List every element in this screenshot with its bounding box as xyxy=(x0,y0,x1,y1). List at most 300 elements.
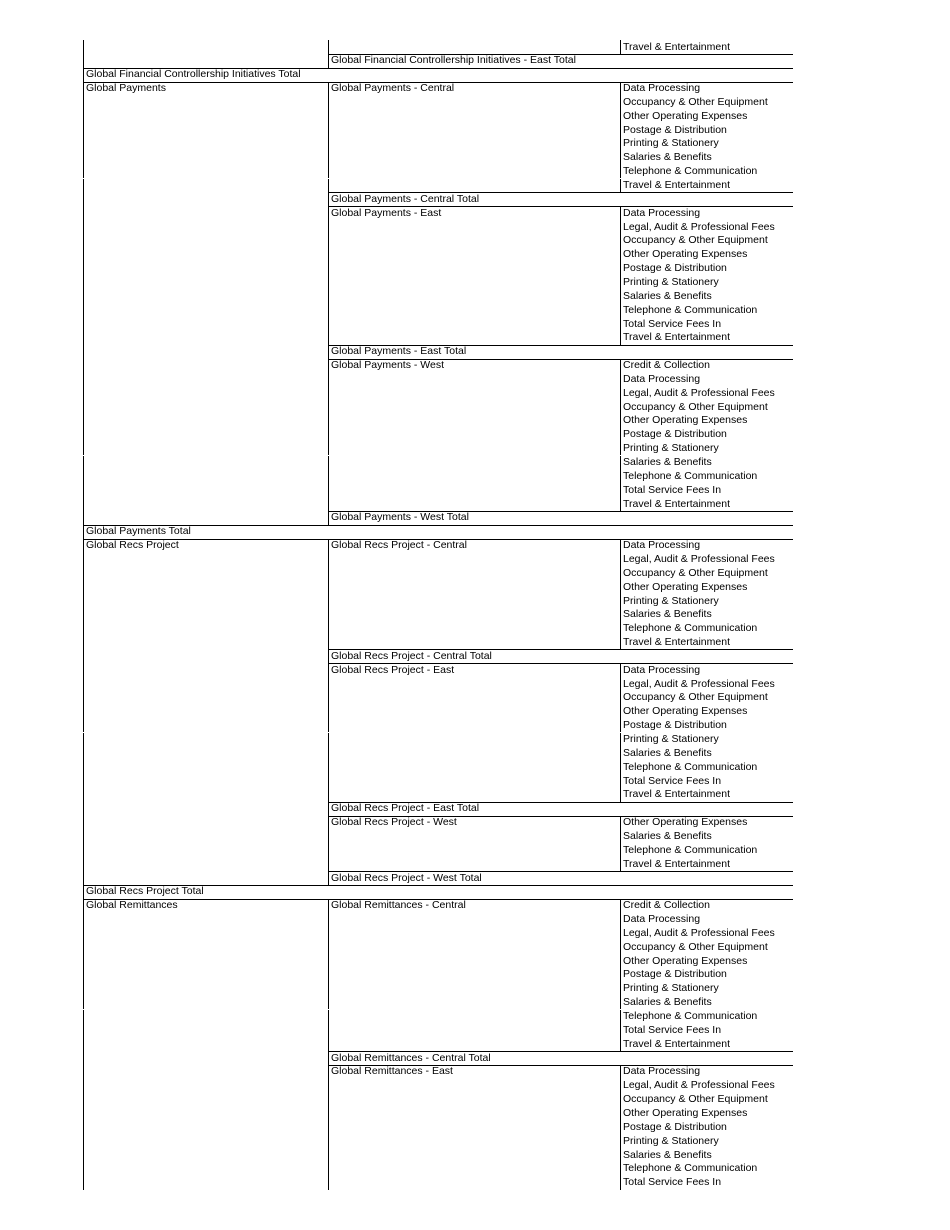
column-2-divider xyxy=(328,926,329,940)
expense-category: Printing & Stationery xyxy=(623,982,719,995)
column-2-divider xyxy=(328,275,329,289)
column-2-divider xyxy=(328,1023,329,1037)
expense-category: Printing & Stationery xyxy=(623,1134,719,1147)
expense-category: Legal, Audit & Professional Fees xyxy=(623,552,775,565)
column-1-divider xyxy=(83,456,84,470)
group-label: Global Remittances xyxy=(86,899,178,912)
column-3-divider xyxy=(620,414,621,428)
column-2-divider xyxy=(328,1148,329,1162)
column-1-divider xyxy=(83,206,84,220)
column-1-divider xyxy=(83,331,84,345)
expense-category: Printing & Stationery xyxy=(623,594,719,607)
expense-category: Travel & Entertainment xyxy=(623,788,730,801)
column-3-divider xyxy=(620,1162,621,1176)
expense-category: Other Operating Expenses xyxy=(623,705,748,718)
column-2-divider xyxy=(328,1037,329,1051)
subtotal-label: Global Recs Project - Central Total xyxy=(331,649,492,662)
column-2-divider xyxy=(328,788,329,802)
column-2-divider xyxy=(328,289,329,303)
expense-category: Legal, Audit & Professional Fees xyxy=(623,386,775,399)
column-3-divider xyxy=(620,1037,621,1051)
expense-category: Data Processing xyxy=(623,372,701,385)
subtotal-label: Global Payments - West Total xyxy=(331,511,469,524)
column-1-divider xyxy=(83,68,84,82)
column-1-divider xyxy=(83,636,84,650)
subgroup-label: Global Payments - Central xyxy=(331,82,455,95)
column-1-divider xyxy=(83,677,84,691)
column-1-divider xyxy=(83,1148,84,1162)
column-2-divider xyxy=(328,40,329,54)
column-3-divider xyxy=(620,691,621,705)
expense-category: Legal, Audit & Professional Fees xyxy=(623,677,775,690)
column-2-divider xyxy=(328,123,329,137)
expense-category: Legal, Audit & Professional Fees xyxy=(623,1079,775,1092)
expense-category: Salaries & Benefits xyxy=(623,996,712,1009)
column-1-divider xyxy=(83,262,84,276)
column-3-divider xyxy=(620,1065,621,1079)
column-3-divider xyxy=(620,982,621,996)
column-1-divider xyxy=(83,179,84,193)
grand-total-label: Global Recs Project Total xyxy=(86,885,204,898)
column-1-divider xyxy=(83,525,84,539)
column-3-divider xyxy=(620,317,621,331)
expense-category: Other Operating Expenses xyxy=(623,816,748,829)
column-1-divider xyxy=(83,137,84,151)
expense-category: Other Operating Expenses xyxy=(623,414,748,427)
column-2-divider xyxy=(328,372,329,386)
column-3-divider xyxy=(620,843,621,857)
column-1-divider xyxy=(83,691,84,705)
column-1-divider xyxy=(83,760,84,774)
column-1-divider xyxy=(83,511,84,525)
subgroup-label: Global Payments - West xyxy=(331,359,445,372)
column-2-divider xyxy=(328,857,329,871)
expense-category: Telephone & Communication xyxy=(623,303,758,316)
subgroup-label: Global Remittances - East xyxy=(331,1065,453,1078)
expense-category: Postage & Distribution xyxy=(623,123,727,136)
column-2-divider xyxy=(328,649,329,663)
expense-category: Travel & Entertainment xyxy=(623,179,730,191)
column-3-divider xyxy=(620,899,621,913)
expense-category: Postage & Distribution xyxy=(623,428,727,441)
expense-category: Data Processing xyxy=(623,913,701,926)
column-2-divider xyxy=(328,1010,329,1024)
column-3-divider xyxy=(620,1093,621,1107)
column-2-divider xyxy=(328,1120,329,1134)
column-3-divider xyxy=(620,552,621,566)
column-3-divider xyxy=(620,636,621,650)
column-2-divider xyxy=(328,899,329,913)
column-3-divider xyxy=(620,857,621,871)
column-2-divider xyxy=(328,220,329,234)
column-1-divider xyxy=(83,705,84,719)
column-3-divider xyxy=(620,262,621,276)
column-1-divider xyxy=(83,303,84,317)
expense-category: Occupancy & Other Equipment xyxy=(623,1093,768,1106)
column-1-divider xyxy=(83,54,84,68)
subtotal-label: Global Financial Controllership Initiatives - East Total xyxy=(331,54,576,67)
column-2-divider xyxy=(328,331,329,345)
column-3-divider xyxy=(620,248,621,262)
column-3-divider xyxy=(620,594,621,608)
column-2-divider xyxy=(328,913,329,927)
column-1-divider xyxy=(83,580,84,594)
expense-category: Printing & Stationery xyxy=(623,275,719,288)
column-2-divider xyxy=(328,636,329,650)
expense-category: Occupancy & Other Equipment xyxy=(623,566,768,579)
column-1-divider xyxy=(83,774,84,788)
subgroup-label: Global Recs Project - East xyxy=(331,663,455,676)
column-1-divider xyxy=(83,857,84,871)
column-2-divider xyxy=(328,1051,329,1065)
column-2-divider xyxy=(328,442,329,456)
column-1-divider xyxy=(83,192,84,206)
column-2-divider xyxy=(328,940,329,954)
column-3-divider xyxy=(620,151,621,165)
column-3-divider xyxy=(620,913,621,927)
column-1-divider xyxy=(83,996,84,1010)
column-3-divider xyxy=(620,746,621,760)
subtotal-label: Global Payments - East Total xyxy=(331,345,467,358)
column-3-divider xyxy=(620,1023,621,1037)
column-1-divider xyxy=(83,802,84,816)
expense-category: Travel & Entertainment xyxy=(623,40,730,53)
column-3-divider xyxy=(620,95,621,109)
column-1-divider xyxy=(83,1010,84,1024)
column-3-divider xyxy=(620,165,621,179)
column-1-divider xyxy=(83,1093,84,1107)
column-2-divider xyxy=(328,192,329,206)
column-3-divider xyxy=(620,82,621,96)
subtotal-label: Global Recs Project - West Total xyxy=(331,871,482,884)
column-2-divider xyxy=(328,622,329,636)
column-1-divider xyxy=(83,400,84,414)
column-1-divider xyxy=(83,663,84,677)
column-3-divider xyxy=(620,622,621,636)
column-2-divider xyxy=(328,774,329,788)
column-2-divider xyxy=(328,400,329,414)
column-2-divider xyxy=(328,982,329,996)
column-1-divider xyxy=(83,649,84,663)
subtotal-label: Global Recs Project - East Total xyxy=(331,802,480,815)
expense-category: Salaries & Benefits xyxy=(623,151,712,164)
column-3-divider xyxy=(620,816,621,830)
column-2-divider xyxy=(328,580,329,594)
column-3-divider xyxy=(620,580,621,594)
column-2-divider xyxy=(328,303,329,317)
expense-category: Postage & Distribution xyxy=(623,719,727,732)
column-1-divider xyxy=(83,386,84,400)
column-2-divider xyxy=(328,165,329,179)
expense-category: Salaries & Benefits xyxy=(623,456,712,468)
column-2-divider xyxy=(328,428,329,442)
expense-category: Telephone & Communication xyxy=(623,843,758,856)
expense-category: Legal, Audit & Professional Fees xyxy=(623,220,775,233)
expense-category: Salaries & Benefits xyxy=(623,746,712,759)
expense-category: Postage & Distribution xyxy=(623,1120,727,1133)
expense-category: Salaries & Benefits xyxy=(623,1148,712,1161)
column-1-divider xyxy=(83,151,84,165)
expense-category: Credit & Collection xyxy=(623,359,710,372)
subgroup-label: Global Recs Project - West xyxy=(331,816,457,829)
column-3-divider xyxy=(620,940,621,954)
column-2-divider xyxy=(328,816,329,830)
column-3-divider xyxy=(620,1120,621,1134)
column-1-divider xyxy=(83,248,84,262)
expense-category: Travel & Entertainment xyxy=(623,497,730,510)
column-2-divider xyxy=(328,746,329,760)
expense-category: Other Operating Expenses xyxy=(623,1106,748,1119)
column-1-divider xyxy=(83,982,84,996)
column-3-divider xyxy=(620,359,621,373)
expense-category: Salaries & Benefits xyxy=(623,829,712,842)
column-3-divider xyxy=(620,788,621,802)
expense-category: Occupancy & Other Equipment xyxy=(623,940,768,953)
grand-total-label: Global Financial Controllership Initiatives Total xyxy=(86,68,301,81)
column-1-divider xyxy=(83,289,84,303)
column-2-divider xyxy=(328,206,329,220)
column-3-divider xyxy=(620,442,621,456)
expense-category: Salaries & Benefits xyxy=(623,608,712,621)
column-2-divider xyxy=(328,234,329,248)
expense-category: Travel & Entertainment xyxy=(623,331,730,344)
column-3-divider xyxy=(620,539,621,553)
column-1-divider xyxy=(83,428,84,442)
expense-category: Other Operating Expenses xyxy=(623,109,748,122)
column-2-divider xyxy=(328,733,329,747)
column-3-divider xyxy=(620,331,621,345)
column-1-divider xyxy=(83,899,84,913)
column-1-divider xyxy=(83,1176,84,1190)
expense-category: Credit & Collection xyxy=(623,899,710,912)
column-2-divider xyxy=(328,137,329,151)
group-label: Global Recs Project xyxy=(86,539,179,552)
expense-category: Data Processing xyxy=(623,539,701,552)
column-1-divider xyxy=(83,733,84,747)
column-1-divider xyxy=(83,566,84,580)
column-2-divider xyxy=(328,54,329,68)
column-2-divider xyxy=(328,1106,329,1120)
column-1-divider xyxy=(83,594,84,608)
column-1-divider xyxy=(83,469,84,483)
column-2-divider xyxy=(328,1134,329,1148)
column-2-divider xyxy=(328,719,329,733)
column-2-divider xyxy=(328,691,329,705)
subtotal-label: Global Payments - Central Total xyxy=(331,192,480,205)
column-1-divider xyxy=(83,414,84,428)
expense-category: Other Operating Expenses xyxy=(623,248,748,261)
expense-category: Telephone & Communication xyxy=(623,760,758,773)
column-3-divider xyxy=(620,733,621,747)
column-3-divider xyxy=(620,1079,621,1093)
column-2-divider xyxy=(328,483,329,497)
column-2-divider xyxy=(328,95,329,109)
subtotal-label: Global Remittances - Central Total xyxy=(331,1051,491,1064)
column-1-divider xyxy=(83,345,84,359)
column-3-divider xyxy=(620,774,621,788)
column-3-divider xyxy=(620,829,621,843)
expense-category: Telephone & Communication xyxy=(623,165,758,178)
column-3-divider xyxy=(620,289,621,303)
column-1-divider xyxy=(83,940,84,954)
expense-category: Occupancy & Other Equipment xyxy=(623,400,768,413)
expense-category: Postage & Distribution xyxy=(623,968,727,981)
column-1-divider xyxy=(83,317,84,331)
column-2-divider xyxy=(328,871,329,885)
expense-category: Salaries & Benefits xyxy=(623,289,712,302)
expense-category: Total Service Fees In xyxy=(623,483,722,496)
column-2-divider xyxy=(328,760,329,774)
column-1-divider xyxy=(83,442,84,456)
column-1-divider xyxy=(83,1134,84,1148)
expense-category: Travel & Entertainment xyxy=(623,636,730,649)
column-3-divider xyxy=(620,179,621,193)
column-3-divider xyxy=(620,1148,621,1162)
column-1-divider xyxy=(83,1037,84,1051)
column-2-divider xyxy=(328,705,329,719)
column-2-divider xyxy=(328,552,329,566)
column-2-divider xyxy=(328,456,329,470)
expense-category: Postage & Distribution xyxy=(623,262,727,275)
column-1-divider xyxy=(83,816,84,830)
column-2-divider xyxy=(328,317,329,331)
column-2-divider xyxy=(328,179,329,193)
column-1-divider xyxy=(83,913,84,927)
column-1-divider xyxy=(83,746,84,760)
expense-category: Data Processing xyxy=(623,206,701,219)
expense-category: Travel & Entertainment xyxy=(623,1037,730,1050)
column-3-divider xyxy=(620,123,621,137)
column-2-divider xyxy=(328,954,329,968)
expense-category: Total Service Fees In xyxy=(623,317,722,330)
column-1-divider xyxy=(83,234,84,248)
column-3-divider xyxy=(620,719,621,733)
column-2-divider xyxy=(328,511,329,525)
subgroup-label: Global Payments - East xyxy=(331,206,442,219)
column-1-divider xyxy=(83,483,84,497)
expense-category: Total Service Fees In xyxy=(623,774,722,787)
expense-category: Data Processing xyxy=(623,1065,701,1078)
column-1-divider xyxy=(83,1051,84,1065)
column-2-divider xyxy=(328,608,329,622)
column-1-divider xyxy=(83,40,84,54)
expense-category: Legal, Audit & Professional Fees xyxy=(623,926,775,939)
column-2-divider xyxy=(328,248,329,262)
column-1-divider xyxy=(83,954,84,968)
column-2-divider xyxy=(328,345,329,359)
column-3-divider xyxy=(620,303,621,317)
column-2-divider xyxy=(328,359,329,373)
column-1-divider xyxy=(83,622,84,636)
column-2-divider xyxy=(328,469,329,483)
column-1-divider xyxy=(83,275,84,289)
column-3-divider xyxy=(620,400,621,414)
column-1-divider xyxy=(83,788,84,802)
column-1-divider xyxy=(83,372,84,386)
column-1-divider xyxy=(83,95,84,109)
column-2-divider xyxy=(328,151,329,165)
expense-category: Data Processing xyxy=(623,663,701,676)
column-1-divider xyxy=(83,1106,84,1120)
column-3-divider xyxy=(620,234,621,248)
column-2-divider xyxy=(328,82,329,96)
column-1-divider xyxy=(83,1023,84,1037)
column-1-divider xyxy=(83,220,84,234)
expense-category: Occupancy & Other Equipment xyxy=(623,234,768,247)
subgroup-label: Global Remittances - Central xyxy=(331,899,466,912)
column-1-divider xyxy=(83,539,84,553)
column-2-divider xyxy=(328,677,329,691)
column-3-divider xyxy=(620,386,621,400)
column-3-divider xyxy=(620,275,621,289)
column-3-divider xyxy=(620,926,621,940)
column-1-divider xyxy=(83,608,84,622)
column-1-divider xyxy=(83,843,84,857)
column-3-divider xyxy=(620,760,621,774)
column-1-divider xyxy=(83,123,84,137)
expense-category: Telephone & Communication xyxy=(623,469,758,482)
column-1-divider xyxy=(83,1120,84,1134)
column-3-divider xyxy=(620,677,621,691)
column-3-divider xyxy=(620,220,621,234)
expense-category: Other Operating Expenses xyxy=(623,580,748,593)
column-2-divider xyxy=(328,829,329,843)
column-1-divider xyxy=(83,497,84,511)
column-3-divider xyxy=(620,109,621,123)
column-3-divider xyxy=(620,206,621,220)
expense-category: Telephone & Communication xyxy=(623,1010,758,1022)
column-1-divider xyxy=(83,1079,84,1093)
column-1-divider xyxy=(83,719,84,733)
column-2-divider xyxy=(328,109,329,123)
column-2-divider xyxy=(328,996,329,1010)
expense-category: Printing & Stationery xyxy=(623,733,719,745)
column-2-divider xyxy=(328,262,329,276)
column-1-divider xyxy=(83,885,84,899)
column-2-divider xyxy=(328,1162,329,1176)
column-3-divider xyxy=(620,483,621,497)
column-3-divider xyxy=(620,663,621,677)
column-3-divider xyxy=(620,469,621,483)
column-1-divider xyxy=(83,552,84,566)
column-2-divider xyxy=(328,1176,329,1190)
column-3-divider xyxy=(620,40,621,54)
column-1-divider xyxy=(83,829,84,843)
expense-category: Printing & Stationery xyxy=(623,442,719,455)
column-3-divider xyxy=(620,1010,621,1024)
column-1-divider xyxy=(83,1065,84,1079)
column-2-divider xyxy=(328,663,329,677)
column-2-divider xyxy=(328,594,329,608)
column-3-divider xyxy=(620,372,621,386)
column-3-divider xyxy=(620,1134,621,1148)
expense-category: Data Processing xyxy=(623,82,701,95)
expense-category: Printing & Stationery xyxy=(623,137,719,150)
column-1-divider xyxy=(83,359,84,373)
column-2-divider xyxy=(328,497,329,511)
expense-category: Other Operating Expenses xyxy=(623,954,748,967)
column-1-divider xyxy=(83,109,84,123)
expense-category: Telephone & Communication xyxy=(623,1162,758,1175)
column-3-divider xyxy=(620,566,621,580)
column-1-divider xyxy=(83,82,84,96)
expense-category: Occupancy & Other Equipment xyxy=(623,691,768,704)
column-3-divider xyxy=(620,428,621,442)
column-3-divider xyxy=(620,608,621,622)
column-1-divider xyxy=(83,968,84,982)
column-2-divider xyxy=(328,414,329,428)
column-2-divider xyxy=(328,1093,329,1107)
